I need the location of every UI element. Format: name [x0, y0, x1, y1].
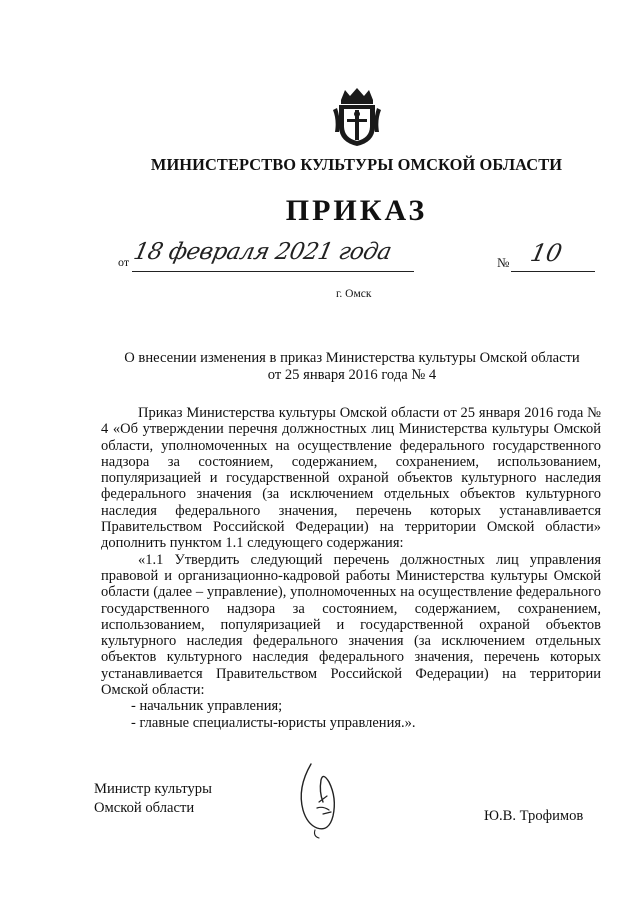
number-underline — [511, 271, 595, 272]
list-item: - начальник управления; — [131, 698, 283, 715]
ministry-title: МИНИСТЕРСТВО КУЛЬТУРЫ ОМСКОЙ ОБЛАСТИ — [150, 155, 563, 174]
signatory-name: Ю.В. Трофимов — [484, 808, 584, 824]
list-item: - главные специалисты-юристы управления.». — [131, 714, 416, 731]
body-paragraph-1: Приказ Министерства культуры Омской области от 25 января 2016 года № 4 «Об утверждении перечня должностных лиц Министерства культуры Омской области, уполномоченных на осуществление федерального государственного надзора за состоянием, содержанием, сохранением, использованием, популяризацией и государственной охраной объектов культурного наследия федерального значения (за исключением отдельных объектов культурного наследия федерального значения, перечень которых устанавливается Правительством Российской Федерации) на территории Омской области» дополнить пунктом 1.1 следующего содержания: — [101, 405, 601, 552]
subject-line-2: от 25 января 2016 года № 4 — [267, 367, 437, 383]
order-body — [101, 405, 601, 731]
subject-line-1: О внесении изменения в приказ Министерства культуры Омской области — [124, 350, 580, 366]
signatory-title-line-1: Министр культуры — [94, 781, 212, 797]
number-line — [497, 239, 597, 275]
signatory-title — [94, 780, 212, 818]
city: г. Омск — [336, 288, 372, 300]
date-prefix: от — [118, 255, 130, 269]
signatory-title-line-2: Омской области — [94, 800, 195, 816]
handwritten-signature-icon — [293, 758, 349, 840]
handwritten-date: 18 февраля 2021 года — [131, 239, 394, 265]
order-subject — [102, 350, 602, 384]
handwritten-number: 10 — [528, 239, 565, 267]
number-prefix: № — [497, 255, 510, 270]
omsk-coat-of-arms-icon — [331, 86, 383, 148]
document-type: ПРИКАЗ — [285, 194, 428, 227]
date-line — [118, 239, 418, 275]
date-underline — [132, 271, 414, 272]
body-paragraph-2: «1.1 Утвердить следующий перечень должностных лиц управления правовой и организационно-кадровой работы Министерства культуры Омской области (далее – управление), уполномоченных на осуществление федерального государственного надзора за состоянием, содержанием, сохранением, использованием, популяризацией и государственной охраной объектов культурного наследия федерального значения (за исключением отдельных объектов культурного наследия федерального значения, перечень которых устанавливается Правительством Российской Федерации) на территории Омской области: — [101, 551, 601, 699]
